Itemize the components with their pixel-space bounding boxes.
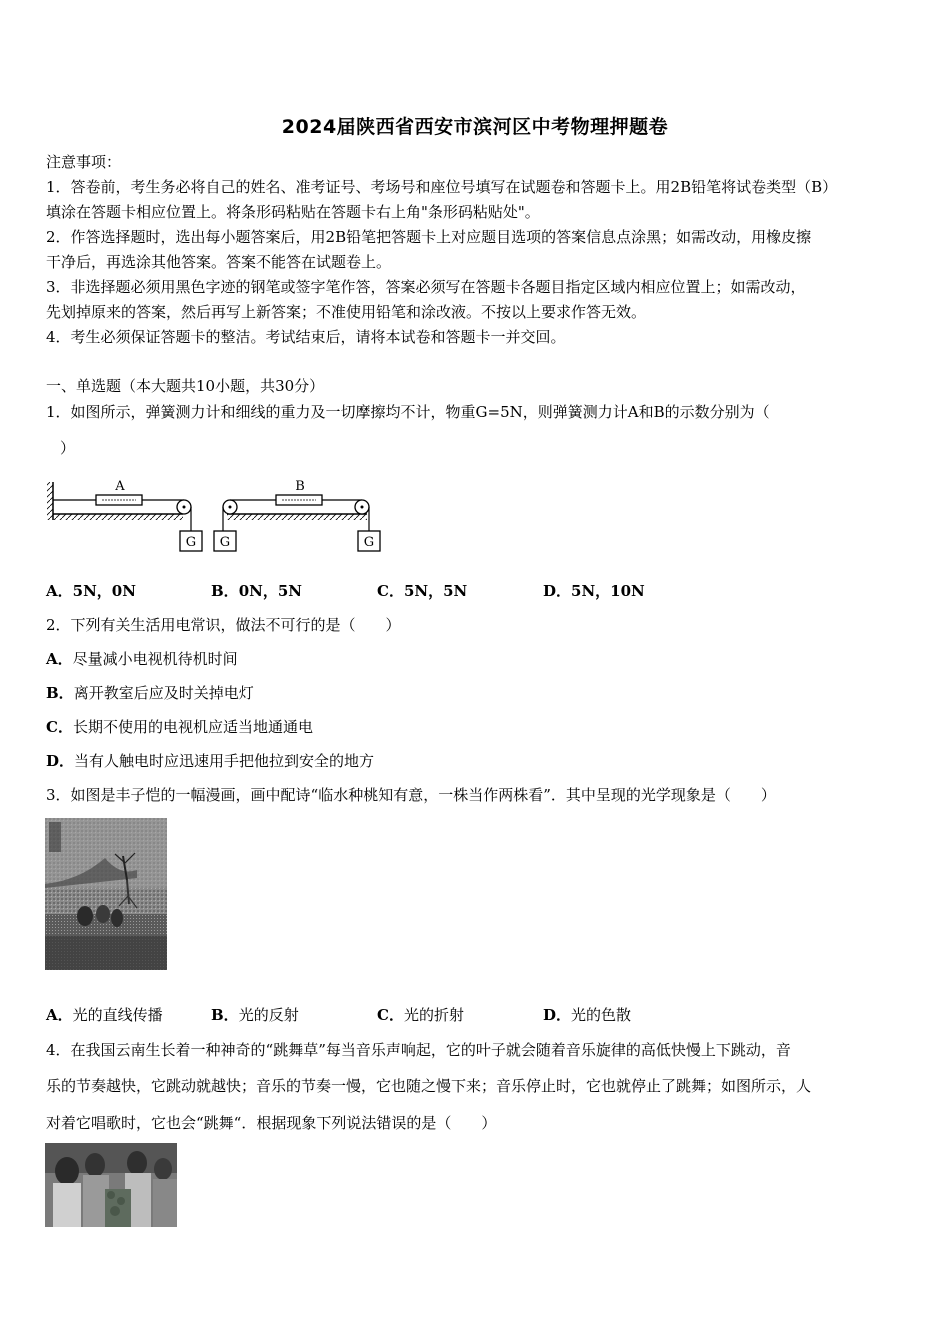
page-title: 2024届陕西省西安市滨河区中考物理押题卷 <box>281 116 669 138</box>
q2-option-b[interactable]: B．离开教室后应及时关掉电灯 <box>46 684 254 702</box>
q3-stem: 3．如图是丰子恺的一幅漫画，画中配诗“临水种桃知有意，一株当作两株看”．其中呈现的光学现象是（ ） <box>46 786 776 804</box>
weight-g-label: G <box>185 535 197 550</box>
q1-option-b[interactable]: B．0N，5N <box>211 582 302 600</box>
spring-b-label: B <box>295 479 305 494</box>
q4-dancing-grass-photo <box>45 1143 177 1227</box>
q4-stem-line: 对着它唱歌时，它也会“跳舞“．根据现象下列说法错误的是（ ） <box>46 1114 497 1132</box>
notice-line: 先划掉原来的答案，然后再写上新答案；不准使用铅笔和涂改液。不按以上要求作答无效。 <box>46 303 647 321</box>
q1-option-a[interactable]: A．5N，0N <box>46 582 136 600</box>
q1-stem-end: ） <box>60 439 76 457</box>
notice-heading: 注意事项： <box>46 153 122 171</box>
spring-a-label: A <box>115 479 125 494</box>
weight-g-label: G <box>219 535 231 550</box>
q1-option-d[interactable]: D．5N，10N <box>543 582 645 600</box>
q2-option-d[interactable]: D．当有人触电时应迅速用手把他拉到安全的地方 <box>46 752 375 770</box>
q1-stem: 1．如图所示，弹簧测力计和细线的重力及一切摩擦均不计，物重G=5N，则弹簧测力计A和B的示数分别为（ <box>46 403 770 421</box>
setup-a <box>47 479 202 551</box>
q2-stem: 2．下列有关生活用电常识，做法不可行的是（ ） <box>46 616 401 634</box>
q1-option-c[interactable]: C．5N，5N <box>377 582 468 600</box>
weight-g-label: G <box>363 535 375 550</box>
notice-line: 2．作答选择题时，选出每小题答案后，用2B铅笔把答题卡上对应题目选项的答案信息点涂黑；如需改动，用橡皮擦 <box>46 228 812 246</box>
notice-line: 干净后，再选涂其他答案。答案不能答在试题卷上。 <box>46 253 392 271</box>
notice-line: 3．非选择题必须用黑色字迹的钢笔或签字笔作答，答案必须写在答题卡各题目指定区域内相应位置上；如需改动， <box>46 278 806 296</box>
notice-line: 1．答卷前，考生务必将自己的姓名、准考证号、考场号和座位号填写在试题卷和答题卡上。用2B铅笔将试卷类型（B） <box>46 178 838 196</box>
q1-spring-scale-figure <box>44 470 389 560</box>
section-heading: 一、单选题（本大题共10小题，共30分） <box>46 377 325 395</box>
q2-option-c[interactable]: C．长期不使用的电视机应适当地通通电 <box>46 718 313 736</box>
q3-option-d[interactable]: D．光的色散 <box>543 1006 632 1024</box>
q2-option-a[interactable]: A．尽量减小电视机待机时间 <box>46 650 238 668</box>
notice-line: 4．考生必须保证答题卡的整洁。考试结束后，请将本试卷和答题卡一并交回。 <box>46 328 566 346</box>
q3-option-a[interactable]: A．光的直线传播 <box>46 1006 163 1024</box>
setup-b <box>214 479 380 551</box>
q4-stem-line: 乐的节奏越快，它跳动就越快；音乐的节奏一慢，它也随之慢下来；音乐停止时，它也就停止了跳舞；如图所示，人 <box>46 1077 812 1095</box>
q4-stem-line: 4．在我国云南生长着一种神奇的“跳舞草”每当音乐声响起，它的叶子就会随着音乐旋律的高低快慢上下跳动，音 <box>46 1041 791 1059</box>
q3-option-b[interactable]: B．光的反射 <box>211 1006 299 1024</box>
q3-option-c[interactable]: C．光的折射 <box>377 1006 464 1024</box>
q3-cartoon-image <box>45 818 167 970</box>
notice-line: 填涂在答题卡相应位置上。将条形码粘贴在答题卡右上角"条形码粘贴处"。 <box>46 203 540 221</box>
